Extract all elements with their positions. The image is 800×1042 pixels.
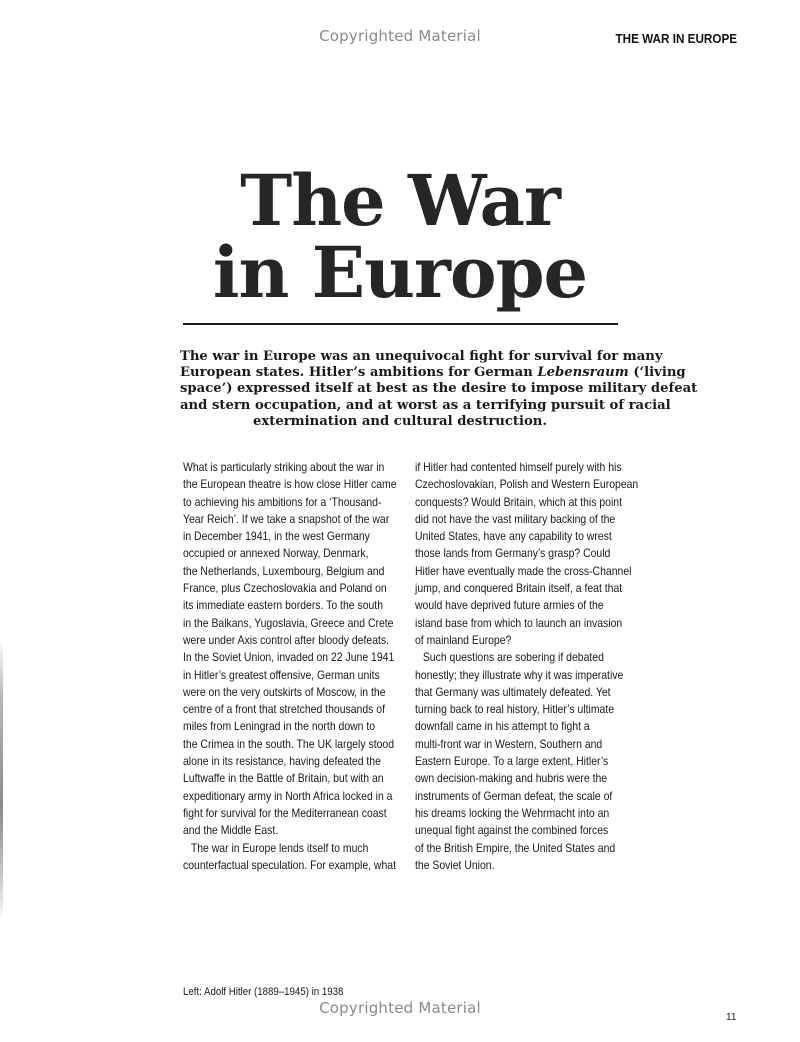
body-line: the Crimea in the south. The UK largely stood <box>183 736 395 751</box>
body-line: honestly; they illustrate why it was imperative <box>415 667 624 682</box>
intro-italic-term: Lebensraum <box>537 365 629 381</box>
body-line: its immediate eastern borders. To the south <box>183 598 384 613</box>
watermark-bottom: Copyrighted Material <box>319 999 481 1017</box>
body-line: downfall came in his attempt to fight a <box>415 719 590 734</box>
body-line: his dreams locking the Wehrmacht into an <box>415 805 610 820</box>
body-line: that Germany was ultimately defeated. Yet <box>415 684 611 699</box>
body-line: Luftwaffe in the Battle of Britain, but with an <box>183 771 384 786</box>
intro-paragraph <box>180 349 698 430</box>
running-head: THE WAR IN EUROPE <box>615 31 737 46</box>
body-line: the Netherlands, Luxembourg, Belgium and <box>183 563 385 578</box>
intro-line: space’) expressed itself at best as the desire to impose military defeat <box>180 381 698 397</box>
body-line: jump, and conquered Britain itself, a feat that <box>415 581 623 596</box>
body-line: own decision-making and hubris were the <box>415 771 608 786</box>
body-line: in the Balkans, Yugoslavia, Greece and Crete <box>183 615 394 630</box>
body-line: turning back to real history, Hitler’s ultimate <box>415 702 615 717</box>
body-line: of mainland Europe? <box>415 632 512 647</box>
body-line: The war in Europe lends itself to much <box>190 840 369 855</box>
photo-caption: Left: Adolf Hitler (1889–1945) in 1938 <box>183 986 344 998</box>
body-column-left <box>183 459 403 874</box>
body-line: did not have the vast military backing of the <box>415 511 616 526</box>
title-rule <box>183 323 618 325</box>
body-line: of the British Empire, the United States and <box>415 840 616 855</box>
body-line: instruments of German defeat, the scale of <box>415 788 613 803</box>
body-line: centre of a front that stretched thousands of <box>183 702 385 717</box>
intro-line: European states. Hitler’s ambitions for German Lebensraum (‘living <box>180 365 686 381</box>
body-line: were on the very outskirts of Moscow, in the <box>183 684 386 699</box>
body-line: fight for survival for the Mediterranean coast <box>183 805 387 820</box>
body-line: In the Soviet Union, invaded on 22 June 1941 <box>183 650 395 665</box>
body-line: the European theatre is how close Hitler came <box>183 477 397 492</box>
body-line: island base from which to launch an invasion <box>415 615 623 630</box>
body-line: expeditionary army in North Africa locked in a <box>183 788 393 803</box>
scan-edge-shadow <box>0 640 3 920</box>
body-line: multi-front war in Western, Southern and <box>415 736 603 751</box>
body-line: Czechoslovakian, Polish and Western European <box>415 477 639 492</box>
body-line: What is particularly striking about the war in <box>183 460 385 474</box>
body-line: Such questions are sobering if debated <box>422 650 604 665</box>
body-line: Hitler have eventually made the cross-Channel <box>415 563 632 578</box>
body-line: would have deprived future armies of the <box>415 598 604 613</box>
body-line: alone in its resistance, having defeated the <box>183 754 381 769</box>
body-line: miles from Leningrad in the north down to <box>183 719 376 734</box>
intro-line: The war in Europe was an unequivocal fight for survival for many <box>180 349 663 364</box>
body-line: France, plus Czechoslovakia and Poland on <box>183 581 387 596</box>
body-line: the Soviet Union. <box>415 857 495 872</box>
body-line: and the Middle East. <box>183 823 279 838</box>
chapter-title-line-1: The War <box>240 159 560 242</box>
body-line: in December 1941, in the west Germany <box>183 529 370 544</box>
body-line: United States, have any capability to wrest <box>415 529 612 544</box>
body-line: those lands from Germany’s grasp? Could <box>415 546 611 561</box>
body-line: counterfactual speculation. For example, what <box>183 857 396 872</box>
body-line: conquests? Would Britain, which at this point <box>415 494 622 509</box>
watermark-top: Copyrighted Material <box>319 27 481 45</box>
body-line: to achieving his ambitions for a ‘Thousand- <box>183 494 382 509</box>
chapter-title-line-2: in Europe <box>212 231 588 314</box>
body-line: if Hitler had contented himself purely with his <box>415 460 622 474</box>
body-line: in Hitler’s greatest offensive, German units <box>183 667 380 682</box>
body-line: occupied or annexed Norway, Denmark, <box>183 546 369 561</box>
body-line: were under Axis control after bloody defeats. <box>183 632 390 647</box>
body-line: Eastern Europe. To a large extent, Hitler’s <box>415 754 609 769</box>
body-line: Year Reich’. If we take a snapshot of the war <box>183 511 390 526</box>
intro-line: and stern occupation, and at worst as a terrifying pursuit of racial <box>180 397 671 413</box>
intro-line: extermination and cultural destruction. <box>253 413 547 429</box>
body-column-right <box>415 459 640 874</box>
page-number: 11 <box>726 1012 737 1023</box>
body-line: unequal fight against the combined forces <box>415 823 609 838</box>
chapter-title <box>0 159 800 314</box>
